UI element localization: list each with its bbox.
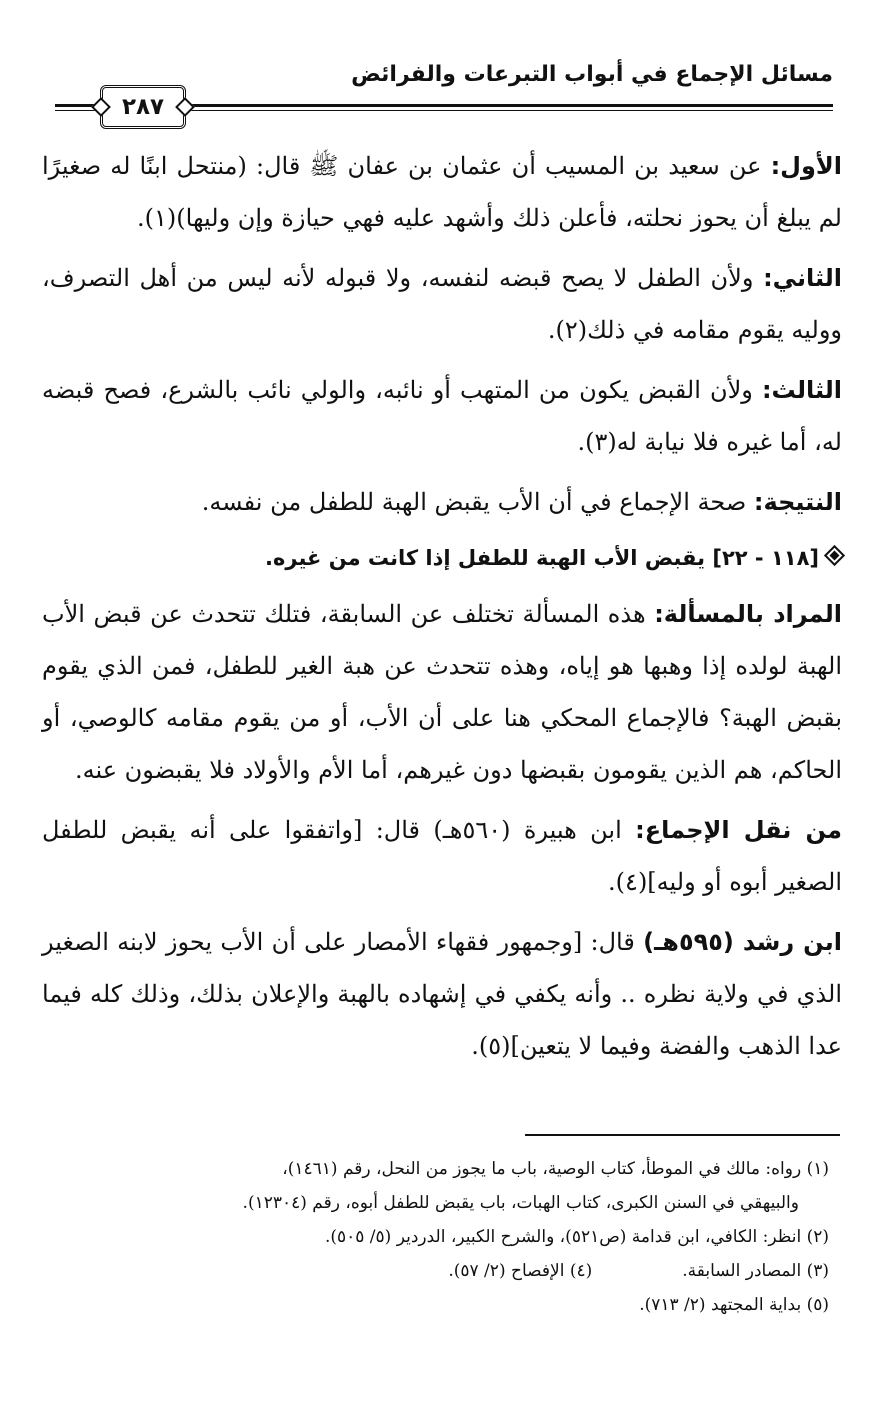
paragraph-first	[42, 140, 842, 244]
footnote-continuation: والبيهقي في السنن الكبرى، كتاب الهبات، باب يقبض للطفل أبوه، رقم (١٢٣٠٤).	[242, 1193, 799, 1213]
diamond-icon	[824, 545, 845, 566]
main-text	[42, 140, 842, 1080]
footnote-1	[49, 1152, 829, 1220]
paragraph-text: ولأن القبض يكون من المتهب أو نائبه، والولي نائب بالشرع، فصح قبضه له، أما غيره فلا نيابة له(٣).	[42, 376, 842, 456]
paragraph-result	[42, 476, 842, 528]
paragraph-text: صحة الإجماع في أن الأب يقبض الهبة للطفل من نفسه.	[201, 488, 754, 516]
footnote-separator	[525, 1134, 840, 1136]
paragraph-transmitters	[42, 804, 842, 908]
issue-heading-text: [١١٨ - ٢٢] يقبض الأب الهبة للطفل إذا كانت من غيره.	[265, 546, 819, 570]
footnote-text: (١) رواه: مالك في الموطأ، كتاب الوصية، باب ما يجوز من النحل، رقم (١٤٦١)،	[282, 1159, 829, 1179]
paragraph-lead: الأول:	[770, 152, 842, 180]
paragraph-text: هذه المسألة تختلف عن السابقة، فتلك تتحدث عن قبض الأب الهبة لولده إذا وهبها هو إياه، وهذه تتحدث عن هبة الغير للطفل، فمن الذي يقوم بقبض الهبة؟ فالإجماع المحكي هنا على أن الأب، أو من يقوم مقامه كالوصي، أو الحاكم، هم الذين يقومون بقبضها دون غيرهم، أما الأم والأولاد فلا يقبضون عنه.	[42, 600, 843, 784]
paragraph-third	[42, 364, 842, 468]
paragraph-second	[42, 252, 842, 356]
paragraph-lead: الثالث:	[761, 376, 842, 404]
paragraph-lead: الثاني:	[763, 264, 842, 292]
paragraph-ibn-rushd	[42, 916, 842, 1072]
footnote-3: (٣) المصادر السابقة.	[682, 1261, 829, 1281]
paragraph-text: عن سعيد بن المسيب أن عثمان بن عفان ﷺ قال: (منتحل ابنًا له صغيرًا لم يبلغ أن يحوز نحلته، فأعلن ذلك وأشهد عليه فهي حيازة وإن وليها)(١).	[42, 152, 842, 232]
paragraph-text: ابن هبيرة (٥٦٠هـ) قال: [واتفقوا على أنه يقبض للطفل الصغير أبوه أو وليه](٤).	[42, 816, 842, 896]
footnote-5: (٥) بداية المجتهد (٢/ ٧١٣).	[639, 1295, 829, 1315]
paragraph-text: ولأن الطفل لا يصح قبضه لنفسه، ولا قبوله لأنه ليس من أهل التصرف، ووليه يقوم مقامه في ذلك(٢).	[42, 264, 842, 344]
footnote-row	[49, 1254, 829, 1288]
issue-heading	[42, 536, 842, 580]
running-header: مسائل الإجماع في أبواب التبرعات والفرائض	[351, 62, 833, 87]
paragraph-text: قال: [وجمهور فقهاء الأمصار على أن الأب يحوز لابنه الصغير الذي في ولاية نظره .. وأنه يكفي في إشهاده بالهبة والإعلان بذلك، وذلك كله فيما عدا الذهب والفضة وفيما لا يتعين](٥).	[42, 928, 842, 1060]
footnote-2: (٢) انظر: الكافي، ابن قدامة (ص٥٢١)، والشرح الكبير، الدردير (٥/ ٥٠٥).	[324, 1227, 829, 1247]
paragraph-lead: المراد بالمسألة:	[654, 600, 842, 628]
paragraph-lead: ابن رشد (٥٩٥هـ)	[643, 928, 843, 956]
paragraph-lead: النتيجة:	[753, 488, 842, 516]
page-number: ٢٨٧	[121, 94, 165, 120]
footnote-4: (٤) الإفصاح (٢/ ٥٧).	[448, 1261, 593, 1281]
footnotes	[49, 1152, 829, 1322]
page-number-frame	[100, 85, 186, 129]
paragraph-lead: من نقل الإجماع:	[635, 816, 842, 844]
paragraph-meaning	[42, 588, 842, 796]
